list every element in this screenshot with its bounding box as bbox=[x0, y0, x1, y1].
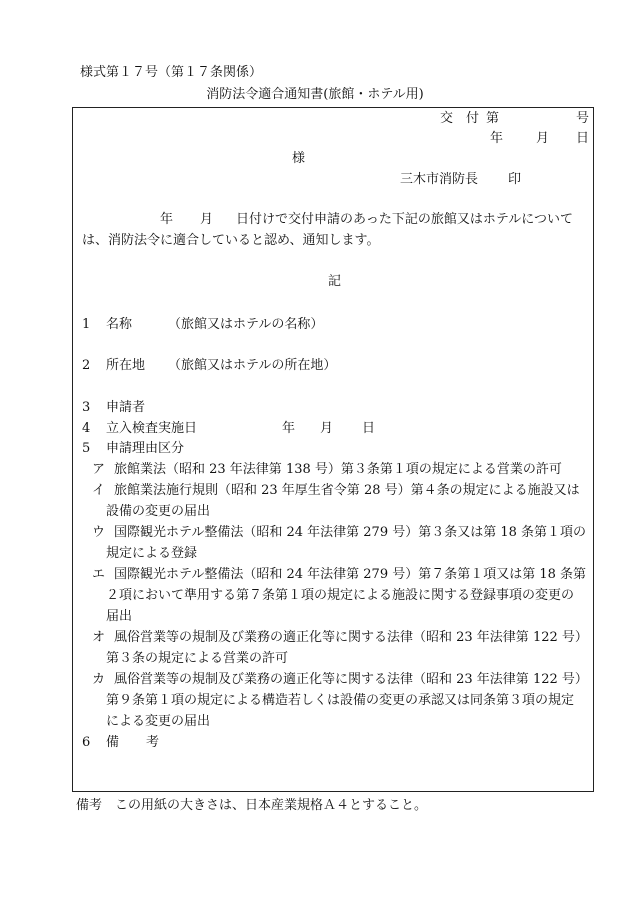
item-remarks bbox=[82, 734, 119, 752]
item-reason-category bbox=[82, 440, 184, 458]
item-number: 3 bbox=[82, 400, 91, 415]
issue-dai: 第 bbox=[486, 111, 500, 126]
reason-line: 風俗営業等の規制及び業務の適正化等に関する法律（昭和 23 年法律第 122 号） bbox=[114, 630, 588, 645]
reason-line: 旅館業法（昭和 23 年法律第 138 号）第３条第１項の規定による営業の許可 bbox=[114, 462, 562, 477]
item-label: 備 bbox=[106, 735, 120, 750]
reason-line: 第３条の規定による営業の許可 bbox=[106, 651, 289, 666]
issuer-name: 三木市消防長 bbox=[400, 172, 479, 187]
body-date-nen: 年 bbox=[160, 212, 174, 227]
body-date-tsuki: 月 bbox=[200, 212, 214, 227]
footer-note: 備考 この用紙の大きさは、日本産業規格Ａ４とすること。 bbox=[76, 798, 428, 813]
item-label: 申請理由区分 bbox=[106, 441, 185, 456]
ki-heading: 記 bbox=[328, 274, 342, 289]
reason-line: 旅館業法施行規則（昭和 23 年厚生省令第 28 号）第４条の規定による施設又は bbox=[114, 483, 580, 498]
item-remarks-suffix: 考 bbox=[146, 735, 160, 750]
item-number: 2 bbox=[82, 358, 91, 373]
reason-key: イ bbox=[92, 483, 106, 498]
item-note: （旅館又はホテルの名称） bbox=[168, 317, 324, 332]
reason-line: 風俗営業等の規制及び業務の適正化等に関する法律（昭和 23 年法律第 122 号） bbox=[114, 672, 588, 687]
item-name bbox=[82, 316, 132, 334]
reason-key: ア bbox=[92, 462, 106, 477]
reason-line: 国際観光ホテル整備法（昭和 24 年法律第 279 号）第７条第１項又は第 18 条第 bbox=[114, 567, 587, 582]
item-label: 名称 bbox=[106, 317, 133, 332]
body-line1: 日付けで交付申請のあった下記の旅館又はホテルについて bbox=[236, 212, 573, 227]
item-number: 5 bbox=[82, 441, 91, 456]
issue-go: 号 bbox=[576, 111, 590, 126]
reason-line: 第９条第１項の規定による構造若しくは設備の変更の承認又は同条第３項の規定 bbox=[106, 693, 575, 708]
item-label: 立入検査実施日 bbox=[106, 421, 198, 436]
issue-date-tsuki: 月 bbox=[536, 131, 550, 146]
reason-key: オ bbox=[92, 630, 106, 645]
reason-key: ウ bbox=[92, 525, 106, 540]
item-number: 6 bbox=[82, 735, 91, 750]
item-inspection-date bbox=[82, 420, 197, 438]
reason-key: エ bbox=[92, 567, 106, 582]
reason-line: ２項において準用する第７条第１項の規定による施設に関する登録事項の変更の bbox=[106, 588, 575, 603]
document-title: 消防法令適合通知書(旅館・ホテル用) bbox=[206, 87, 424, 102]
item-number: 1 bbox=[82, 317, 91, 332]
item-number: 4 bbox=[82, 421, 91, 436]
inspection-date-nen: 年 bbox=[282, 421, 296, 436]
reason-line: による変更の届出 bbox=[106, 714, 211, 729]
addressee-sama: 様 bbox=[292, 151, 306, 166]
item-label: 所在地 bbox=[106, 358, 146, 373]
inspection-date-tsuki: 月 bbox=[320, 421, 334, 436]
form-number: 様式第１７号（第１７条関係） bbox=[80, 65, 263, 80]
item-label: 申請者 bbox=[106, 400, 146, 415]
item-note: （旅館又はホテルの所在地） bbox=[168, 358, 337, 373]
reason-line: 届出 bbox=[106, 609, 133, 624]
issue-date-hi: 日 bbox=[576, 131, 590, 146]
inspection-date-hi: 日 bbox=[362, 421, 376, 436]
body-line2: は、消防法令に適合していると認め、通知します。 bbox=[82, 233, 380, 248]
issue-fu: 付 bbox=[466, 111, 480, 126]
reason-line: 規定による登録 bbox=[106, 546, 198, 561]
reason-key: カ bbox=[92, 672, 106, 687]
issuer-seal: 印 bbox=[508, 172, 522, 187]
reason-line: 設備の変更の届出 bbox=[106, 504, 211, 519]
item-applicant bbox=[82, 399, 145, 417]
issue-kofu: 交 bbox=[440, 111, 454, 126]
item-address bbox=[82, 357, 145, 375]
reason-line: 国際観光ホテル整備法（昭和 24 年法律第 279 号）第３条又は第 18 条第１項の bbox=[114, 525, 587, 540]
issue-date-nen: 年 bbox=[490, 131, 504, 146]
